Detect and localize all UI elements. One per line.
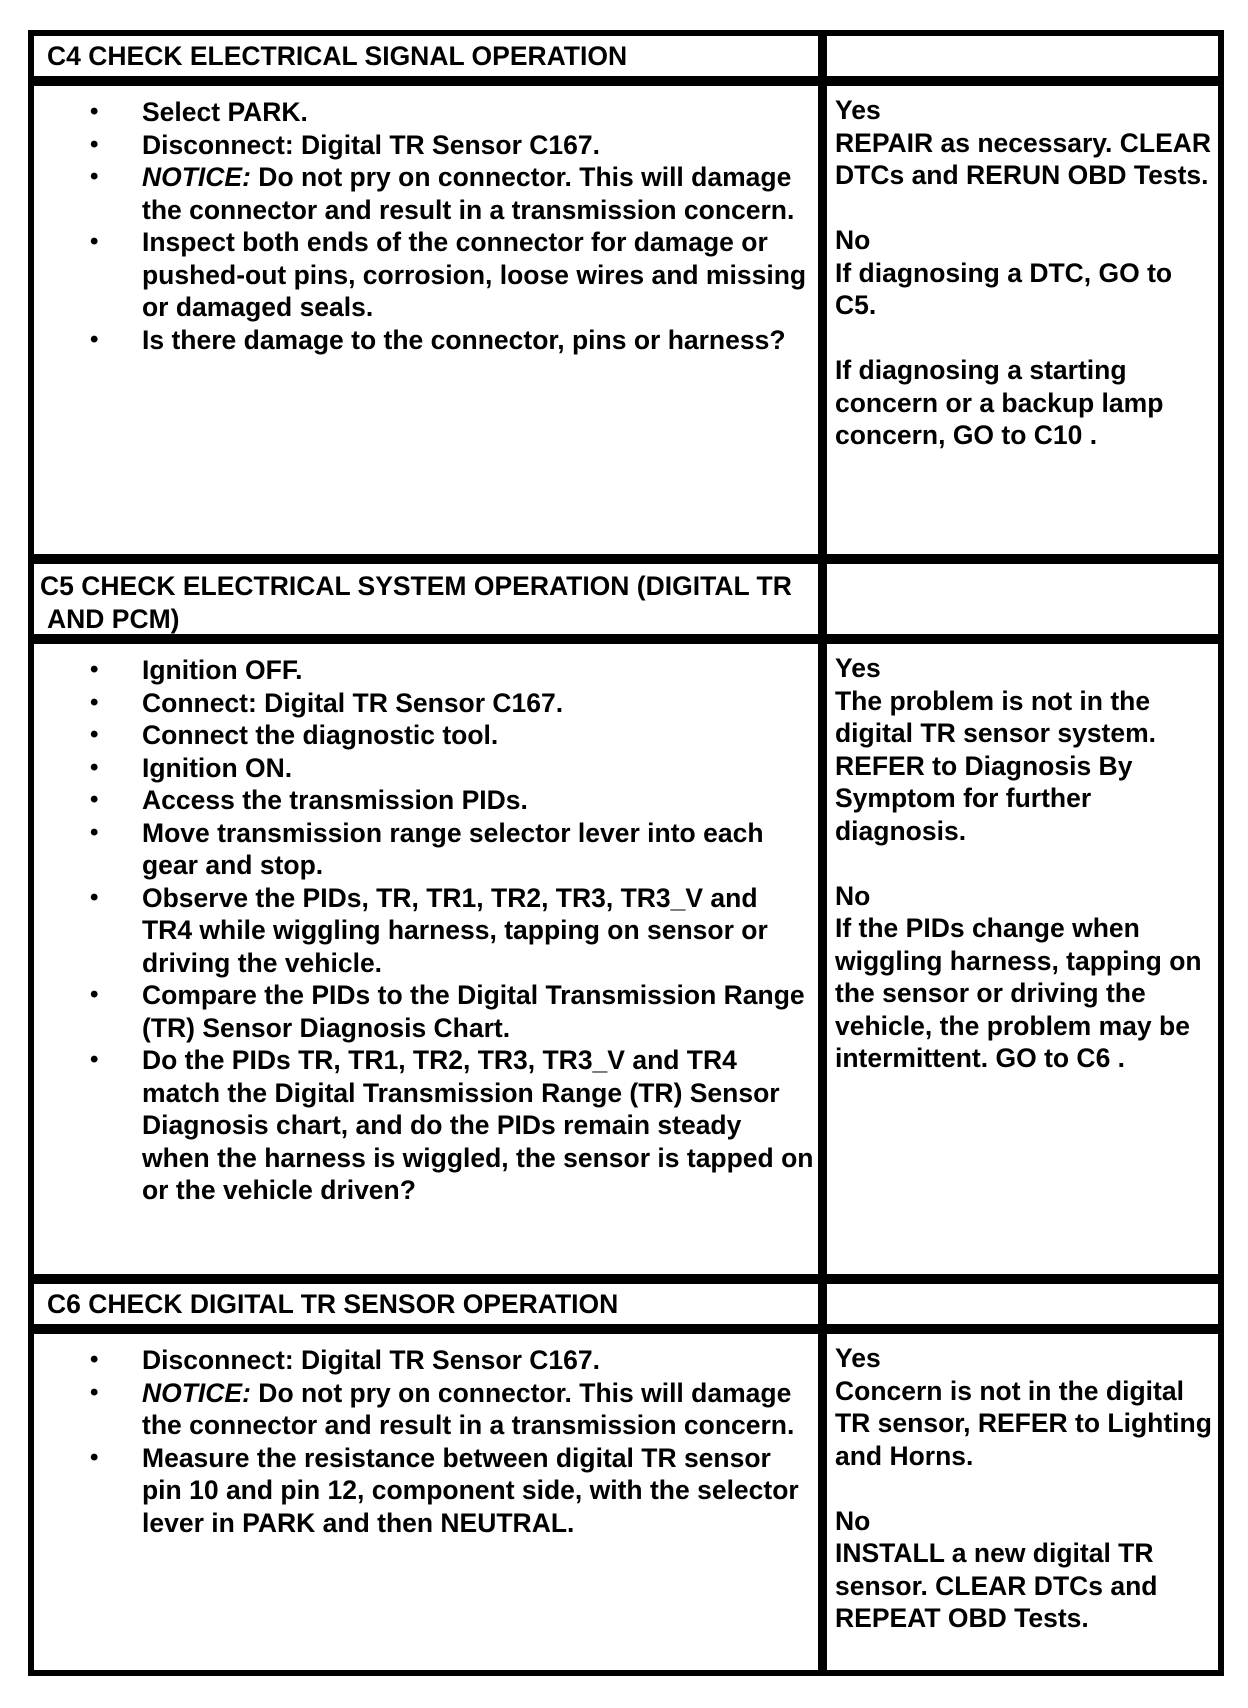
step-item: • Move transmission range selector lever into each gear and stop. bbox=[34, 817, 818, 882]
no-text: If diagnosing a DTC, GO to C5. bbox=[835, 257, 1173, 320]
step-item: • Do the PIDs TR, TR1, TR2, TR3, TR3_V and TR4 match the Digital Transmission Range (TR) Sensor Diagnosis chart, and do the PIDs remain steady when the harness is wiggled, the sensor is tapped on or the vehicle driven? bbox=[34, 1044, 818, 1207]
step-item: • Observe the PIDs, TR, TR1, TR2, TR3, TR3_V and TR4 while wiggling harness, tapping on sensor or driving the vehicle. bbox=[34, 882, 818, 980]
step-item: • Connect the diagnostic tool. bbox=[34, 719, 818, 752]
step-item: • Inspect both ends of the connector for damage or pushed-out pins, corrosion, loose wires and missing or damaged seals. bbox=[34, 226, 818, 324]
c6-header-blank-cell bbox=[827, 1284, 1218, 1324]
notice-label: NOTICE: bbox=[142, 1377, 251, 1408]
step-item: • Disconnect: Digital TR Sensor C167. bbox=[34, 129, 818, 162]
c6-response-cell bbox=[827, 1334, 1218, 1670]
step-item: • Access the transmission PIDs. bbox=[34, 784, 818, 817]
c5-response-cell bbox=[827, 644, 1218, 1274]
step-item: • Select PARK. bbox=[34, 96, 818, 129]
step-item: • Measure the resistance between digital TR sensor pin 10 and pin 12, component side, with the selector lever in PARK and then NEUTRAL. bbox=[34, 1442, 818, 1540]
yes-text: REPAIR as necessary. CLEAR DTCs and RERUN OBD Tests. bbox=[835, 127, 1212, 190]
c6-steps-cell bbox=[34, 1334, 818, 1670]
c6-header-text: C6 CHECK DIGITAL TR SENSOR OPERATION bbox=[47, 1289, 619, 1319]
step-item: • Is there damage to the connector, pins or harness? bbox=[34, 324, 818, 357]
step-item: • Compare the PIDs to the Digital Transmission Range (TR) Sensor Diagnosis Chart. bbox=[34, 979, 818, 1044]
c5-header bbox=[34, 564, 818, 634]
no-label: No bbox=[835, 880, 871, 911]
step-item: • NOTICE: Do not pry on connector. This will damage the connector and result in a transmission concern. bbox=[34, 161, 818, 226]
c5-steps-cell bbox=[34, 644, 818, 1274]
diagnostic-table bbox=[28, 30, 1224, 1676]
step-item: • NOTICE: Do not pry on connector. This will damage the connector and result in a transmission concern. bbox=[34, 1377, 818, 1442]
notice-label: NOTICE: bbox=[142, 162, 251, 192]
c6-header bbox=[34, 1284, 818, 1324]
step-item: • Disconnect: Digital TR Sensor C167. bbox=[34, 1344, 818, 1377]
c4-header-text: C4 CHECK ELECTRICAL SIGNAL OPERATION bbox=[47, 41, 628, 71]
yes-label: Yes bbox=[835, 95, 881, 125]
c4-header-blank-cell bbox=[827, 36, 1218, 76]
yes-label: Yes bbox=[835, 1343, 881, 1373]
c4-header bbox=[34, 36, 818, 76]
step-item: • Ignition OFF. bbox=[34, 654, 818, 687]
c4-response-cell bbox=[827, 86, 1218, 554]
c4-steps-cell bbox=[34, 86, 818, 554]
c5-step-list bbox=[34, 654, 818, 1207]
yes-text: The problem is not in the digital TR sensor system. REFER to Diagnosis By Symptom for further diagnosis. bbox=[835, 685, 1157, 846]
no-text-2: If diagnosing a starting concern or a backup lamp concern, GO to C10 . bbox=[835, 355, 1164, 450]
c5-header-text: C5 CHECK ELECTRICAL SYSTEM OPERATION (DIGITAL TR AND PCM) bbox=[40, 571, 792, 634]
yes-label: Yes bbox=[835, 653, 881, 683]
yes-text: Concern is not in the digital TR sensor, REFER to Lighting and Horns. bbox=[835, 1375, 1212, 1471]
no-label: No bbox=[835, 1505, 871, 1536]
no-text: If the PIDs change when wiggling harness, tapping on the sensor or driving the vehicle, the problem may be intermittent. GO to C6 . bbox=[835, 913, 1202, 1073]
step-item: • Ignition ON. bbox=[34, 752, 818, 785]
c5-header-blank-cell bbox=[827, 564, 1218, 634]
step-item: • Connect: Digital TR Sensor C167. bbox=[34, 687, 818, 720]
no-text: INSTALL a new digital TR sensor. CLEAR DTCs and REPEAT OBD Tests. bbox=[835, 1538, 1158, 1633]
c4-step-list bbox=[34, 96, 818, 356]
no-label: No bbox=[835, 225, 871, 255]
c6-step-list bbox=[34, 1344, 818, 1539]
